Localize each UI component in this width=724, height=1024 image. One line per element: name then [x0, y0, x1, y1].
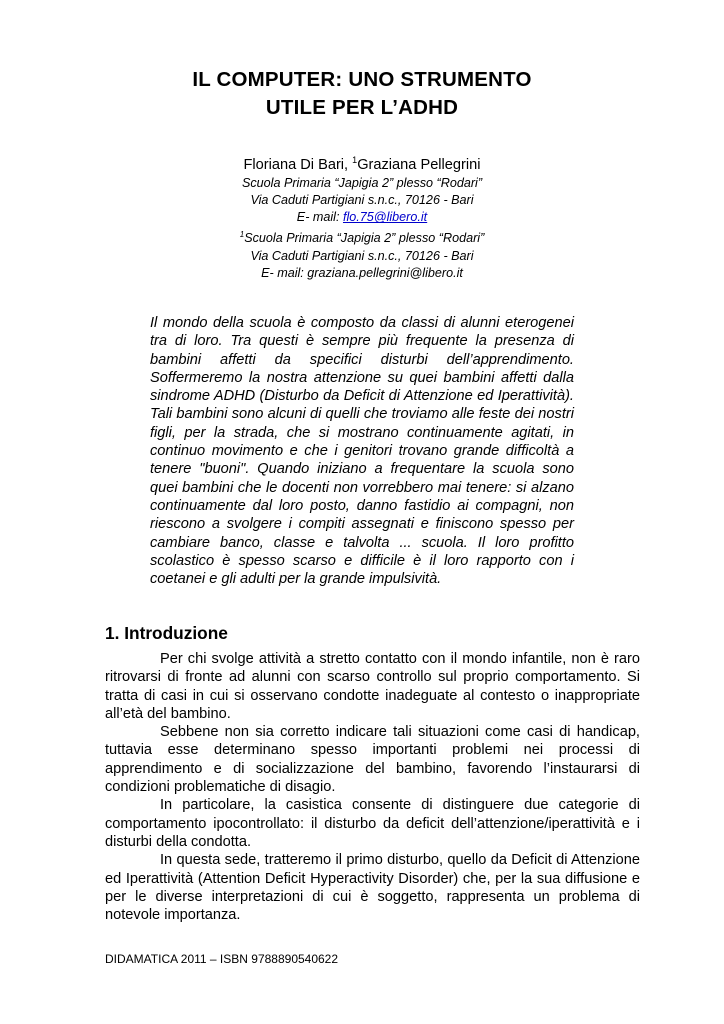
abstract: Il mondo della scuola è composto da classi di alunni eterogenei tra di loro. Tra questi è sempre più frequente la presenza di bambini affetti da specifici disturbi dell’apprendimento. Soffermeremo la nostra attenzione su quei bambini affetti dalla sindrome ADHD (Disturbo da Deficit di Attenzione ed Iperattività). Tali bambini sono alcuni di quelli che troviamo alle feste dei nostri figli, per la strada, che si mostrano continuamente agitati, in continuo movimento e che i genitori trovano grande difficoltà a tenere "buoni". Quando iniziano a frequentare la scuola sono quei bambini che le docenti non vorrebbero mai tenere: si alzano continuamente dal loro posto, danno fastidio ai compagni, non riescono a svolgere i compiti assegnati e finiscono spesso per cambiare banco, classe e talvolta ... scuola. Il loro profitto scolastico è spesso scarso e difficile è il loro rapporto con i coetanei e gli adulti per la grande impulsività.	[150, 315, 574, 588]
affiliation-2-school	[0, 226, 724, 247]
authors-block	[0, 150, 724, 282]
author-names	[0, 150, 724, 175]
page-footer: DIDAMATICA 2011 – ISBN 9788890540622	[105, 952, 339, 966]
title-line-1: IL COMPUTER: UNO STRUMENTO	[192, 68, 532, 91]
paragraph-2: Sebbene non sia corretto indicare tali situazioni come casi di handicap, tuttavia esse determinano spesso importanti problemi nei processi di apprendimento e di socializzazione del bambino, favorendo l’instaurarsi di condizioni problematiche di disagio.	[105, 724, 640, 796]
paragraph-1: Per chi svolge attività a stretto contatto con il mondo infantile, non è raro ritrovarsi di fronte ad alunni con scarso controllo sul proprio comportamento. Si tratta di casi in cui si osservano condotte inadeguate al contesto o inappropriate all’età del bambino.	[105, 651, 640, 722]
author-2-superscript: 1	[352, 155, 358, 165]
paper-title	[0, 66, 724, 122]
affiliation-2-superscript: 1	[239, 230, 245, 240]
title-line-2: UTILE PER L’ADHD	[265, 96, 459, 119]
paragraph-3: In particolare, la casistica consente di distinguere due categorie di comportamento ipocontrollato: il disturbo da deficit dell’attenzione/iperattività e i disturbi della condotta.	[105, 797, 640, 850]
affiliation-2-address: Via Caduti Partigiani s.n.c., 70126 - Bari	[250, 248, 474, 263]
paragraph-4: In questa sede, tratteremo il primo disturbo, quello da Deficit di Attenzione ed Iperattività (Attention Deficit Hyperactivity Disorder) che, per la sua diffusione e per le diverse interpretazioni di cui è soggetto, rappresenta un problema di notevole importanza.	[105, 852, 640, 924]
email-label: E- mail:	[296, 210, 343, 225]
affiliation-1-school: Scuola Primaria “Japigia 2” plesso “Rodari”	[241, 175, 483, 190]
email-link[interactable]: flo.75@libero.it	[342, 210, 428, 225]
section-heading: 1. Introduzione	[105, 623, 228, 643]
affiliation-2-email: E- mail: graziana.pellegrini@libero.it	[261, 266, 463, 281]
affiliation-1-address: Via Caduti Partigiani s.n.c., 70126 - Bari	[250, 193, 474, 208]
author-2: Graziana Pellegrini	[357, 156, 481, 173]
section-body	[105, 650, 640, 924]
author-1: Floriana Di Bari,	[243, 156, 353, 173]
affiliation-2-school-text: Scuola Primaria “Japigia 2” plesso “Rodari”	[244, 231, 485, 246]
affiliation-1-email	[0, 209, 724, 226]
